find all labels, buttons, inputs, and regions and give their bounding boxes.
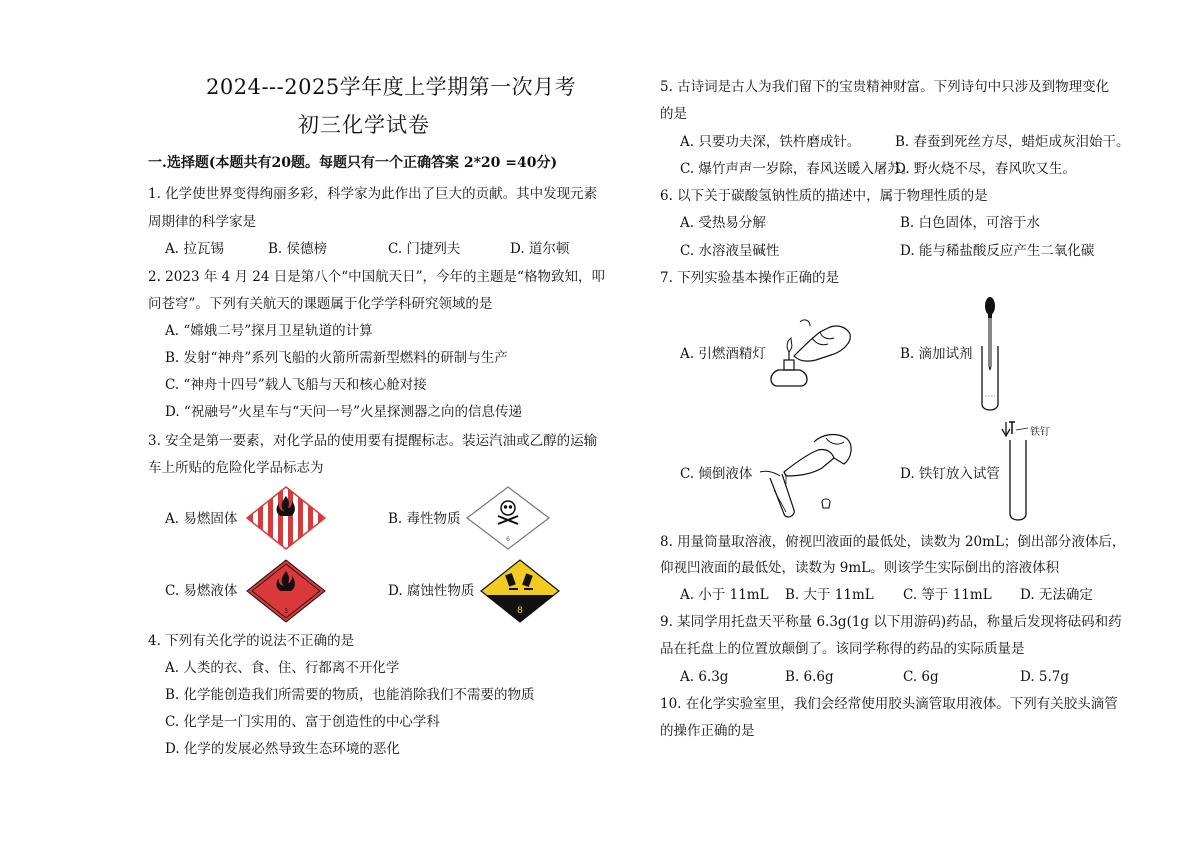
q9-option-d: D. 5.7g <box>1020 669 1070 685</box>
q3-option-b: B. 毒性物质 <box>388 511 461 527</box>
q7-line1: 7. 下列实验基本操作正确的是 <box>660 270 840 286</box>
q1-option-a: A. 拉瓦锡 <box>165 241 224 257</box>
nail-label: 铁钉 <box>1030 427 1050 438</box>
q2-option-c: C. “神舟十四号”载人飞船与天和核心舱对接 <box>165 377 427 393</box>
dropper-into-test-tube-illustration <box>976 296 1004 414</box>
q4-option-c: C. 化学是一门实用的、富于创造性的中心学科 <box>165 714 440 730</box>
q10-line1: 10. 在化学实验室里，我们会经常使用胶头滴管取用液体。下列有关胶头滴管 <box>660 696 1118 712</box>
q8-line2: 仰视凹液面的最低处，读数为 9mL。则该学生实际倒出的溶液体积 <box>660 560 1060 576</box>
q9-line1: 9. 某同学用托盘天平称量 6.3g(1g 以下用游码)药品，称量后发现将砝码和药 <box>660 614 1122 630</box>
pouring-liquid-illustration <box>756 428 860 520</box>
q6-option-b: B. 白色固体，可溶于水 <box>900 215 1041 231</box>
q6-option-a: A. 受热易分解 <box>680 215 766 231</box>
exam-subtitle: 初三化学试卷 <box>298 113 430 137</box>
q6-option-d: D. 能与稀盐酸反应产生二氧化碳 <box>900 243 1095 259</box>
q4-line1: 4. 下列有关化学的说法不正确的是 <box>148 633 355 649</box>
q4-option-a: A. 人类的衣、食、住、行都离不开化学 <box>165 660 400 676</box>
q8-line1: 8. 用量筒量取溶液，俯视凹液面的最低处，读数为 20mL；倒出部分液体后， <box>660 534 1126 550</box>
toxic-sign-number: 6 <box>506 536 510 543</box>
q1-option-b: B. 侯德榜 <box>268 241 328 257</box>
flammable-liquid-sign <box>246 559 326 623</box>
q3-option-d: D. 腐蚀性物质 <box>388 583 475 599</box>
q9-option-b: B. 6.6g <box>785 669 834 685</box>
q7-option-d: D. 铁钉放入试管 <box>900 466 1000 482</box>
q8-option-a: A. 小于 11mL <box>680 587 769 603</box>
q1-option-c: C. 门捷列夫 <box>388 241 461 257</box>
q2-option-a: A. “嫦娥二号”探月卫星轨道的计算 <box>165 323 373 339</box>
section-heading: 一.选择题(本题共有20题。每题只有一个正确答案 2*20 =40分) <box>148 155 558 171</box>
q9-option-a: A. 6.3g <box>680 669 729 685</box>
q10-line2: 的操作正确的是 <box>660 723 755 739</box>
q1-option-d: D. 道尔顿 <box>510 241 570 257</box>
q8-option-d: D. 无法确定 <box>1020 587 1093 603</box>
q7-option-b: B. 滴加试剂 <box>900 346 973 362</box>
q4-option-d: D. 化学的发展必然导致生态环境的恶化 <box>165 741 400 757</box>
q8-option-c: C. 等于 11mL <box>903 587 992 603</box>
q3-line2: 车上所贴的危险化学品标志为 <box>148 460 324 476</box>
q5-option-c: C. 爆竹声声一岁除，春风送暖入屠苏。 <box>680 161 915 177</box>
q5-option-b: B. 春蚕到死丝方尽，蜡炬成灰泪始干。 <box>895 134 1130 150</box>
q5-option-d: D. 野火烧不尽，春风吹又生。 <box>895 161 1076 177</box>
q6-option-c: C. 水溶液呈碱性 <box>680 243 780 259</box>
q5-line2: 的是 <box>660 106 687 122</box>
q5-option-a: A. 只要功夫深，铁杵磨成针。 <box>680 134 861 150</box>
q8-option-b: B. 大于 11mL <box>785 587 874 603</box>
q3-line1: 3. 安全是第一要素，对化学品的使用要有提醒标志。装运汽油或乙醇的运输 <box>148 433 598 449</box>
q1-line2: 周期律的科学家是 <box>148 214 256 230</box>
q2-line1: 2. 2023 年 4 月 24 日是第八个“中国航天日”，今年的主题是“格物致知，叩 <box>148 269 605 285</box>
q2-option-b: B. 发射“神舟”系列飞船的火箭所需新型燃料的研制与生产 <box>165 350 508 366</box>
q7-option-a: A. 引燃酒精灯 <box>680 346 766 362</box>
toxic-substance-sign <box>466 486 550 550</box>
q2-line2: 问苍穹”。下列有关航天的课题属于化学学科研究领域的是 <box>148 296 493 312</box>
q4-option-b: B. 化学能创造我们所需要的物质，也能消除我们不需要的物质 <box>165 687 535 703</box>
q3-option-a: A. 易燃固体 <box>165 511 238 527</box>
exam-title: 2024---2025学年度上学期第一次月考 <box>206 75 577 99</box>
q5-line1: 5. 古诗词是古人为我们留下的宝贵精神财富。下列诗句中只涉及到物理变化 <box>660 79 1110 95</box>
q3-option-c: C. 易燃液体 <box>165 583 238 599</box>
flammable-solid-sign <box>246 486 326 550</box>
corrosive-sign-number: 8 <box>517 606 523 616</box>
alcohol-lamp-lighting-illustration <box>764 316 856 396</box>
corrosive-substance-sign <box>480 559 560 623</box>
q2-option-d: D. “祝融号”火星车与“天问一号”火星探测器之向的信息传递 <box>165 404 523 420</box>
q9-line2: 品在托盘上的位置放颠倒了。该同学称得的药品的实际质量是 <box>660 641 1025 657</box>
q9-option-c: C. 6g <box>903 669 939 685</box>
flammable-sign-number: 3 <box>284 608 288 615</box>
q1-line1: 1. 化学使世界变得绚丽多彩，科学家为此作出了巨大的贡献。其中发现元素 <box>148 186 598 202</box>
q6-line1: 6. 以下关于碳酸氢钠性质的描述中，属于物理性质的是 <box>660 188 988 204</box>
q7-option-c: C. 倾倒液体 <box>680 466 753 482</box>
